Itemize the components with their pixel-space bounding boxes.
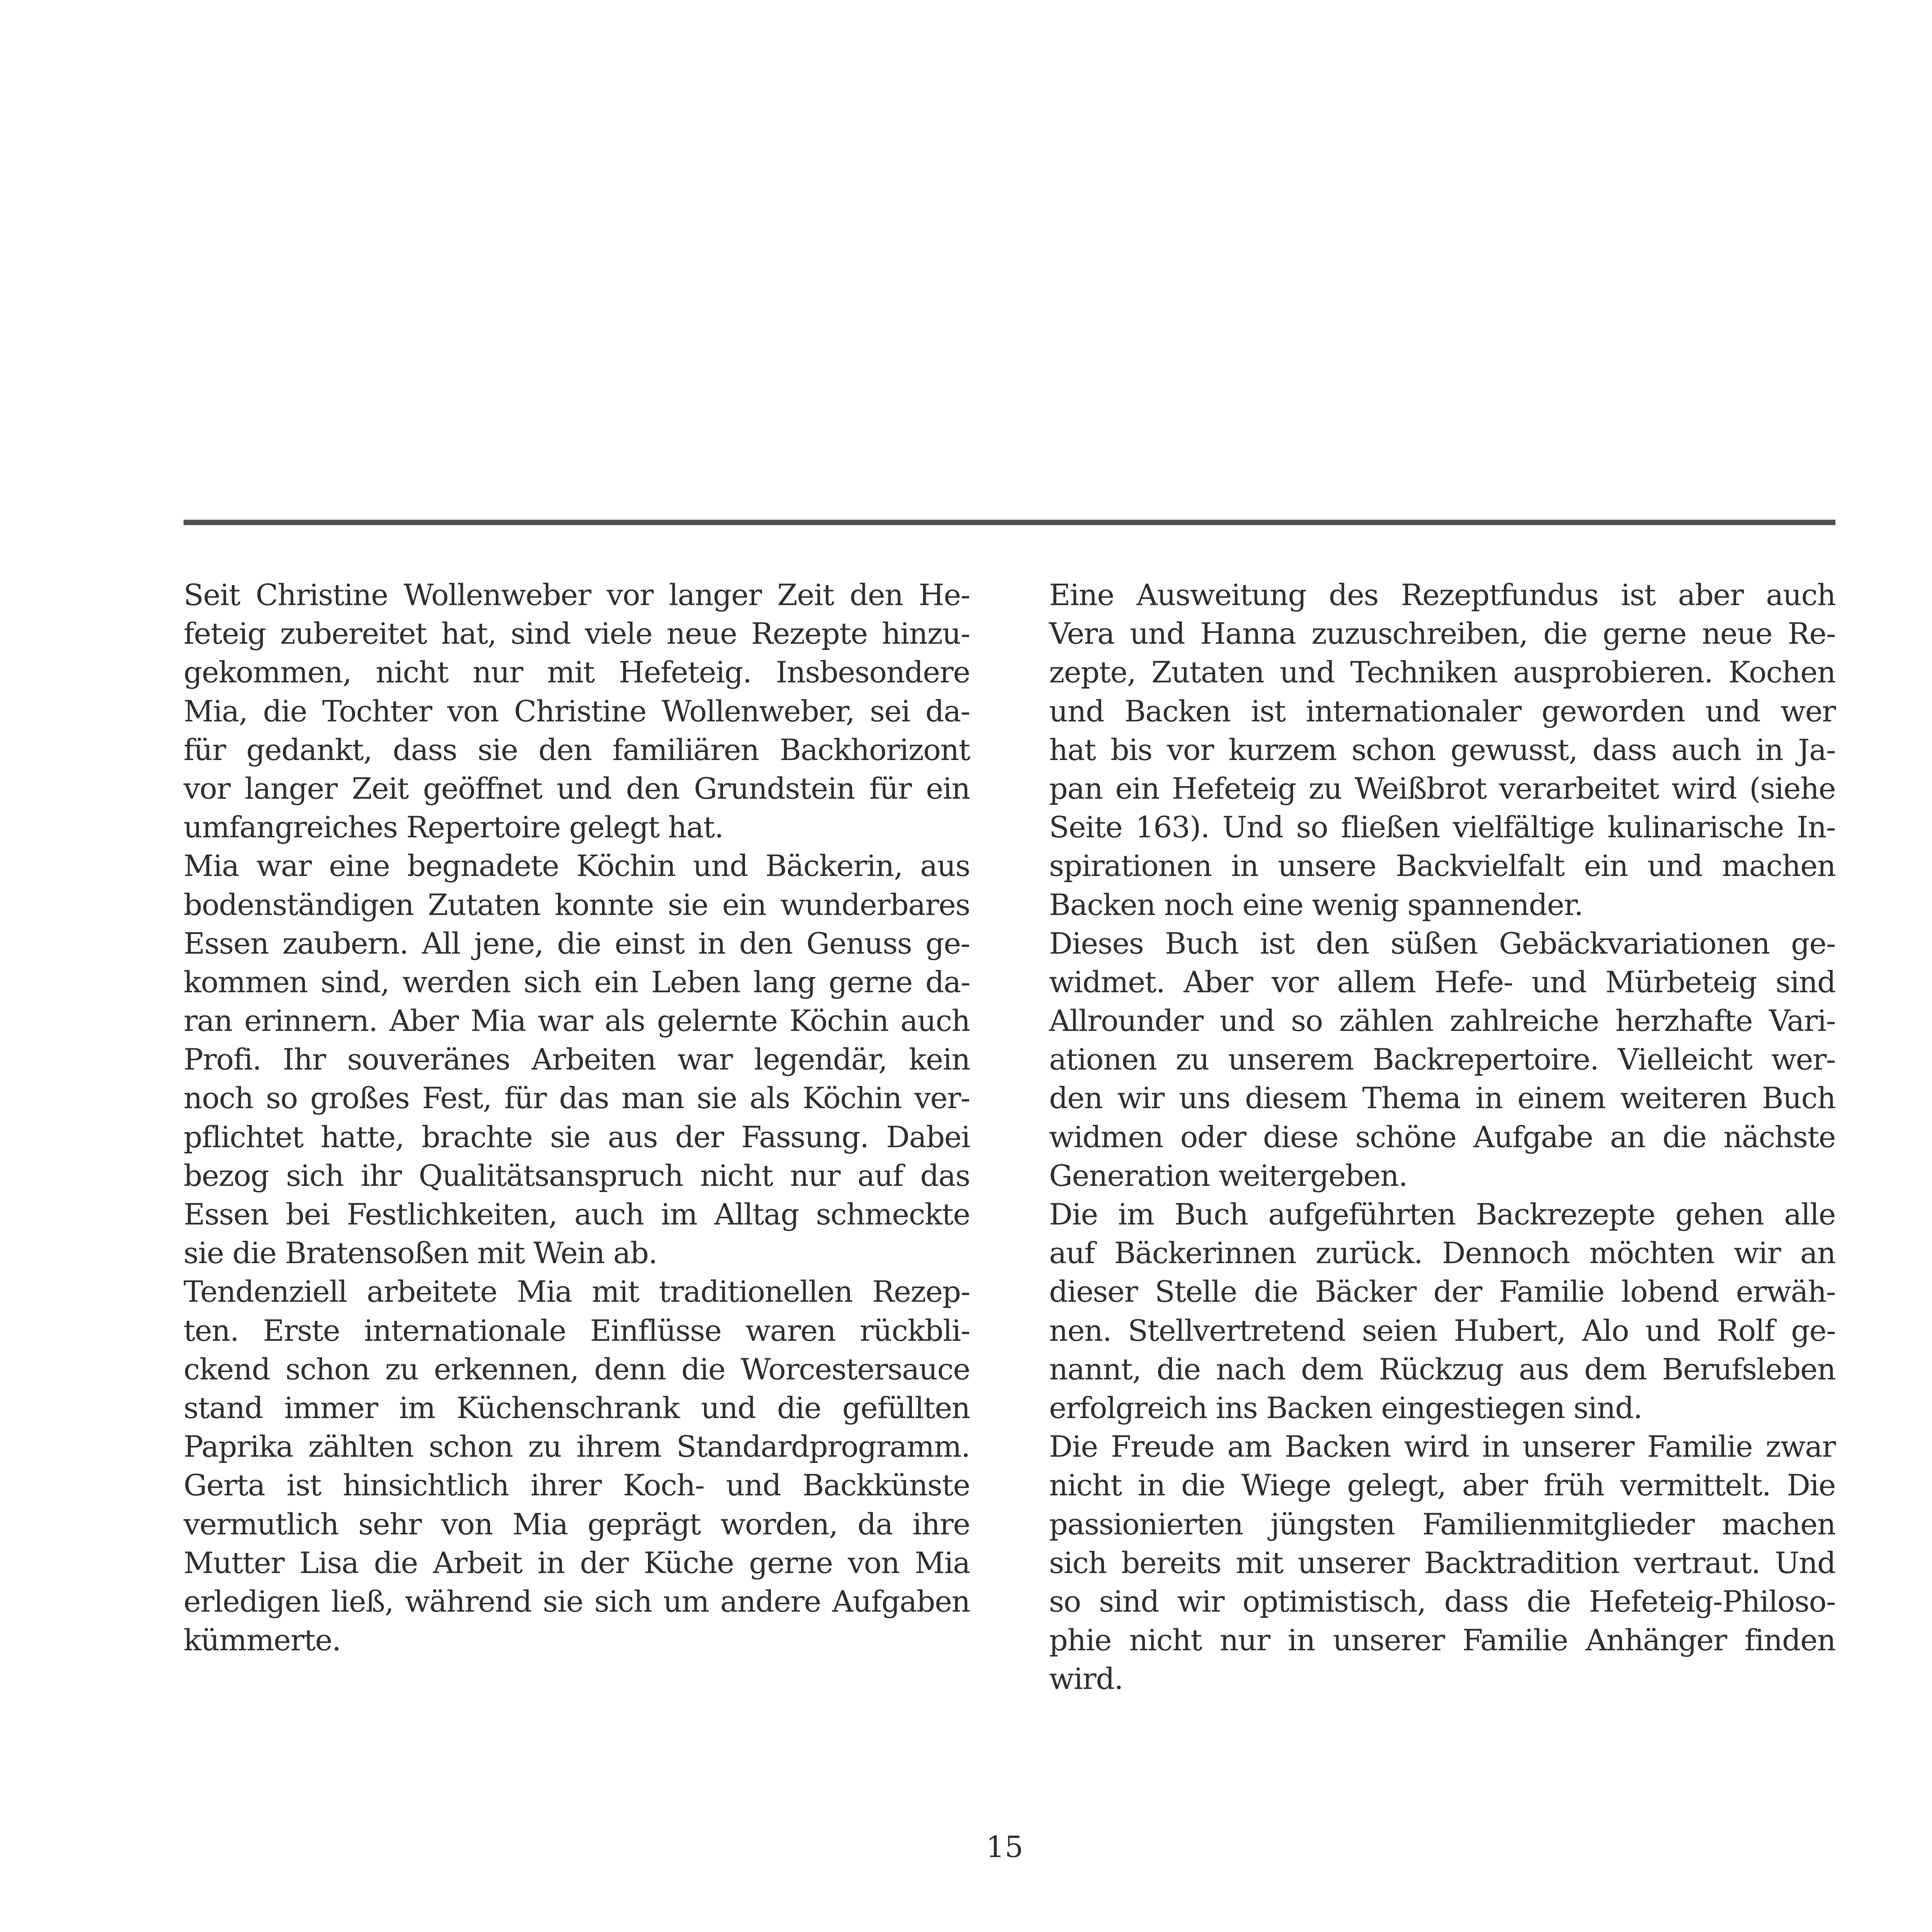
text-line: ationen zu unserem Backrepertoire. Vielleicht wer- [1049, 1042, 1835, 1077]
text-line: vor langer Zeit geöffnet und den Grundstein für ein [184, 771, 970, 806]
text-line: Dieses Buch ist den süßen Gebäckvariationen ge- [1049, 926, 1835, 961]
text-line: spirationen in unsere Backvielfalt ein und machen [1049, 849, 1835, 883]
text-line: sich bereits mit unserer Backtradition vertraut. Und [1049, 1545, 1835, 1580]
text-line: feteig zubereitet hat, sind viele neue Rezepte hinzu- [184, 616, 970, 651]
text-line: auf Bäckerinnen zurück. Dennoch möchten wir an [1049, 1236, 1835, 1270]
text-line: pflichtet hatte, brachte sie aus der Fassung. Dabei [184, 1119, 970, 1154]
page-number: 15 [986, 1830, 1024, 1864]
text-line: ten. Erste internationale Einflüsse waren rückbli- [184, 1313, 970, 1348]
text-line: ckend schon zu erkennen, denn die Worcestersauce [184, 1352, 970, 1386]
text-line: Mutter Lisa die Arbeit in der Küche gerne von Mia [184, 1545, 970, 1580]
text-line: Profi. Ihr souveränes Arbeiten war legendär, kein [184, 1042, 970, 1077]
text-line: pan ein Hefeteig zu Weißbrot verarbeitet wird (siehe [1049, 771, 1835, 806]
text-line: den wir uns diesem Thema in einem weiteren Buch [1049, 1081, 1835, 1116]
text-line: bodenständigen Zutaten konnte sie ein wunderbares [184, 887, 970, 922]
top-rule [184, 520, 1835, 525]
text-line: gekommen, nicht nur mit Hefeteig. Insbesondere [184, 655, 970, 690]
text-line: Mia war eine begnadete Köchin und Bäckerin, aus [184, 849, 970, 883]
text-line: Backen noch eine wenig spannender. [1049, 887, 1583, 922]
text-line: für gedankt, dass sie den familiären Backhorizont [184, 732, 970, 767]
text-line: Die im Buch aufgeführten Backrezepte gehen alle [1049, 1197, 1835, 1231]
text-line: Tendenziell arbeitete Mia mit traditionellen Rezep- [184, 1274, 970, 1309]
text-line: passionierten jüngsten Familienmitglieder machen [1049, 1507, 1835, 1541]
text-line: Gerta ist hinsichtlich ihrer Koch- und Backkünste [184, 1468, 970, 1503]
text-line: Allrounder und so zählen zahlreiche herzhafte Vari- [1049, 1003, 1835, 1038]
text-line: Seite 163). Und so fließen vielfältige kulinarische In- [1049, 810, 1835, 845]
text-line: zepte, Zutaten und Techniken ausprobieren. Kochen [1049, 655, 1835, 690]
text-line: und Backen ist internationaler geworden und wer [1049, 694, 1835, 728]
text-line: phie nicht nur in unserer Familie Anhänger finden [1049, 1623, 1835, 1658]
text-line: umfangreiches Repertoire gelegt hat. [184, 810, 723, 845]
text-line: hat bis vor kurzem schon gewusst, dass auch in Ja- [1049, 732, 1835, 767]
left-text-column [184, 576, 970, 1660]
text-line: vermutlich sehr von Mia geprägt worden, da ihre [184, 1507, 970, 1541]
text-line: Seit Christine Wollenweber vor langer Zeit den He- [184, 578, 970, 612]
text-line: so sind wir optimistisch, dass die Hefeteig-Philoso- [1049, 1584, 1835, 1619]
text-line: nicht in die Wiege gelegt, aber früh vermittelt. Die [1049, 1468, 1835, 1503]
text-line: widmen oder diese schöne Aufgabe an die nächste [1049, 1119, 1835, 1154]
text-line: Vera und Hanna zuzuschreiben, die gerne neue Re- [1049, 616, 1835, 651]
text-line: Generation weitergeben. [1049, 1158, 1408, 1193]
text-line: dieser Stelle die Bäcker der Familie lobend erwäh- [1049, 1274, 1835, 1309]
text-line: Paprika zählten schon zu ihrem Standardprogramm. [184, 1429, 970, 1464]
text-line: Essen zaubern. All jene, die einst in den Genuss ge- [184, 926, 970, 961]
text-line: widmet. Aber vor allem Hefe- und Mürbeteig sind [1049, 964, 1835, 999]
text-line: Mia, die Tochter von Christine Wollenweber, sei da- [184, 694, 970, 728]
text-line: stand immer im Küchenschrank und die gefüllten [184, 1390, 970, 1425]
text-line: kümmerte. [184, 1623, 341, 1658]
text-line: Eine Ausweitung des Rezeptfundus ist aber auch [1049, 578, 1835, 612]
text-line: nannt, die nach dem Rückzug aus dem Berufsleben [1049, 1352, 1835, 1386]
right-text-column [1049, 576, 1835, 1698]
text-line: Essen bei Festlichkeiten, auch im Alltag schmeckte [184, 1197, 970, 1231]
text-line: nen. Stellvertretend seien Hubert, Alo und Rolf ge- [1049, 1313, 1835, 1348]
text-line: erfolgreich ins Backen eingestiegen sind. [1049, 1390, 1642, 1425]
text-line: noch so großes Fest, für das man sie als Köchin ver- [184, 1081, 970, 1116]
text-line: sie die Bratensoßen mit Wein ab. [184, 1236, 657, 1270]
text-line: wird. [1049, 1662, 1123, 1696]
text-line: Die Freude am Backen wird in unserer Familie zwar [1049, 1429, 1835, 1464]
text-line: bezog sich ihr Qualitätsanspruch nicht nur auf das [184, 1158, 970, 1193]
text-line: ran erinnern. Aber Mia war als gelernte Köchin auch [184, 1003, 970, 1038]
text-line: erledigen ließ, während sie sich um andere Aufgaben [184, 1584, 970, 1619]
text-line: kommen sind, werden sich ein Leben lang gerne da- [184, 964, 970, 999]
